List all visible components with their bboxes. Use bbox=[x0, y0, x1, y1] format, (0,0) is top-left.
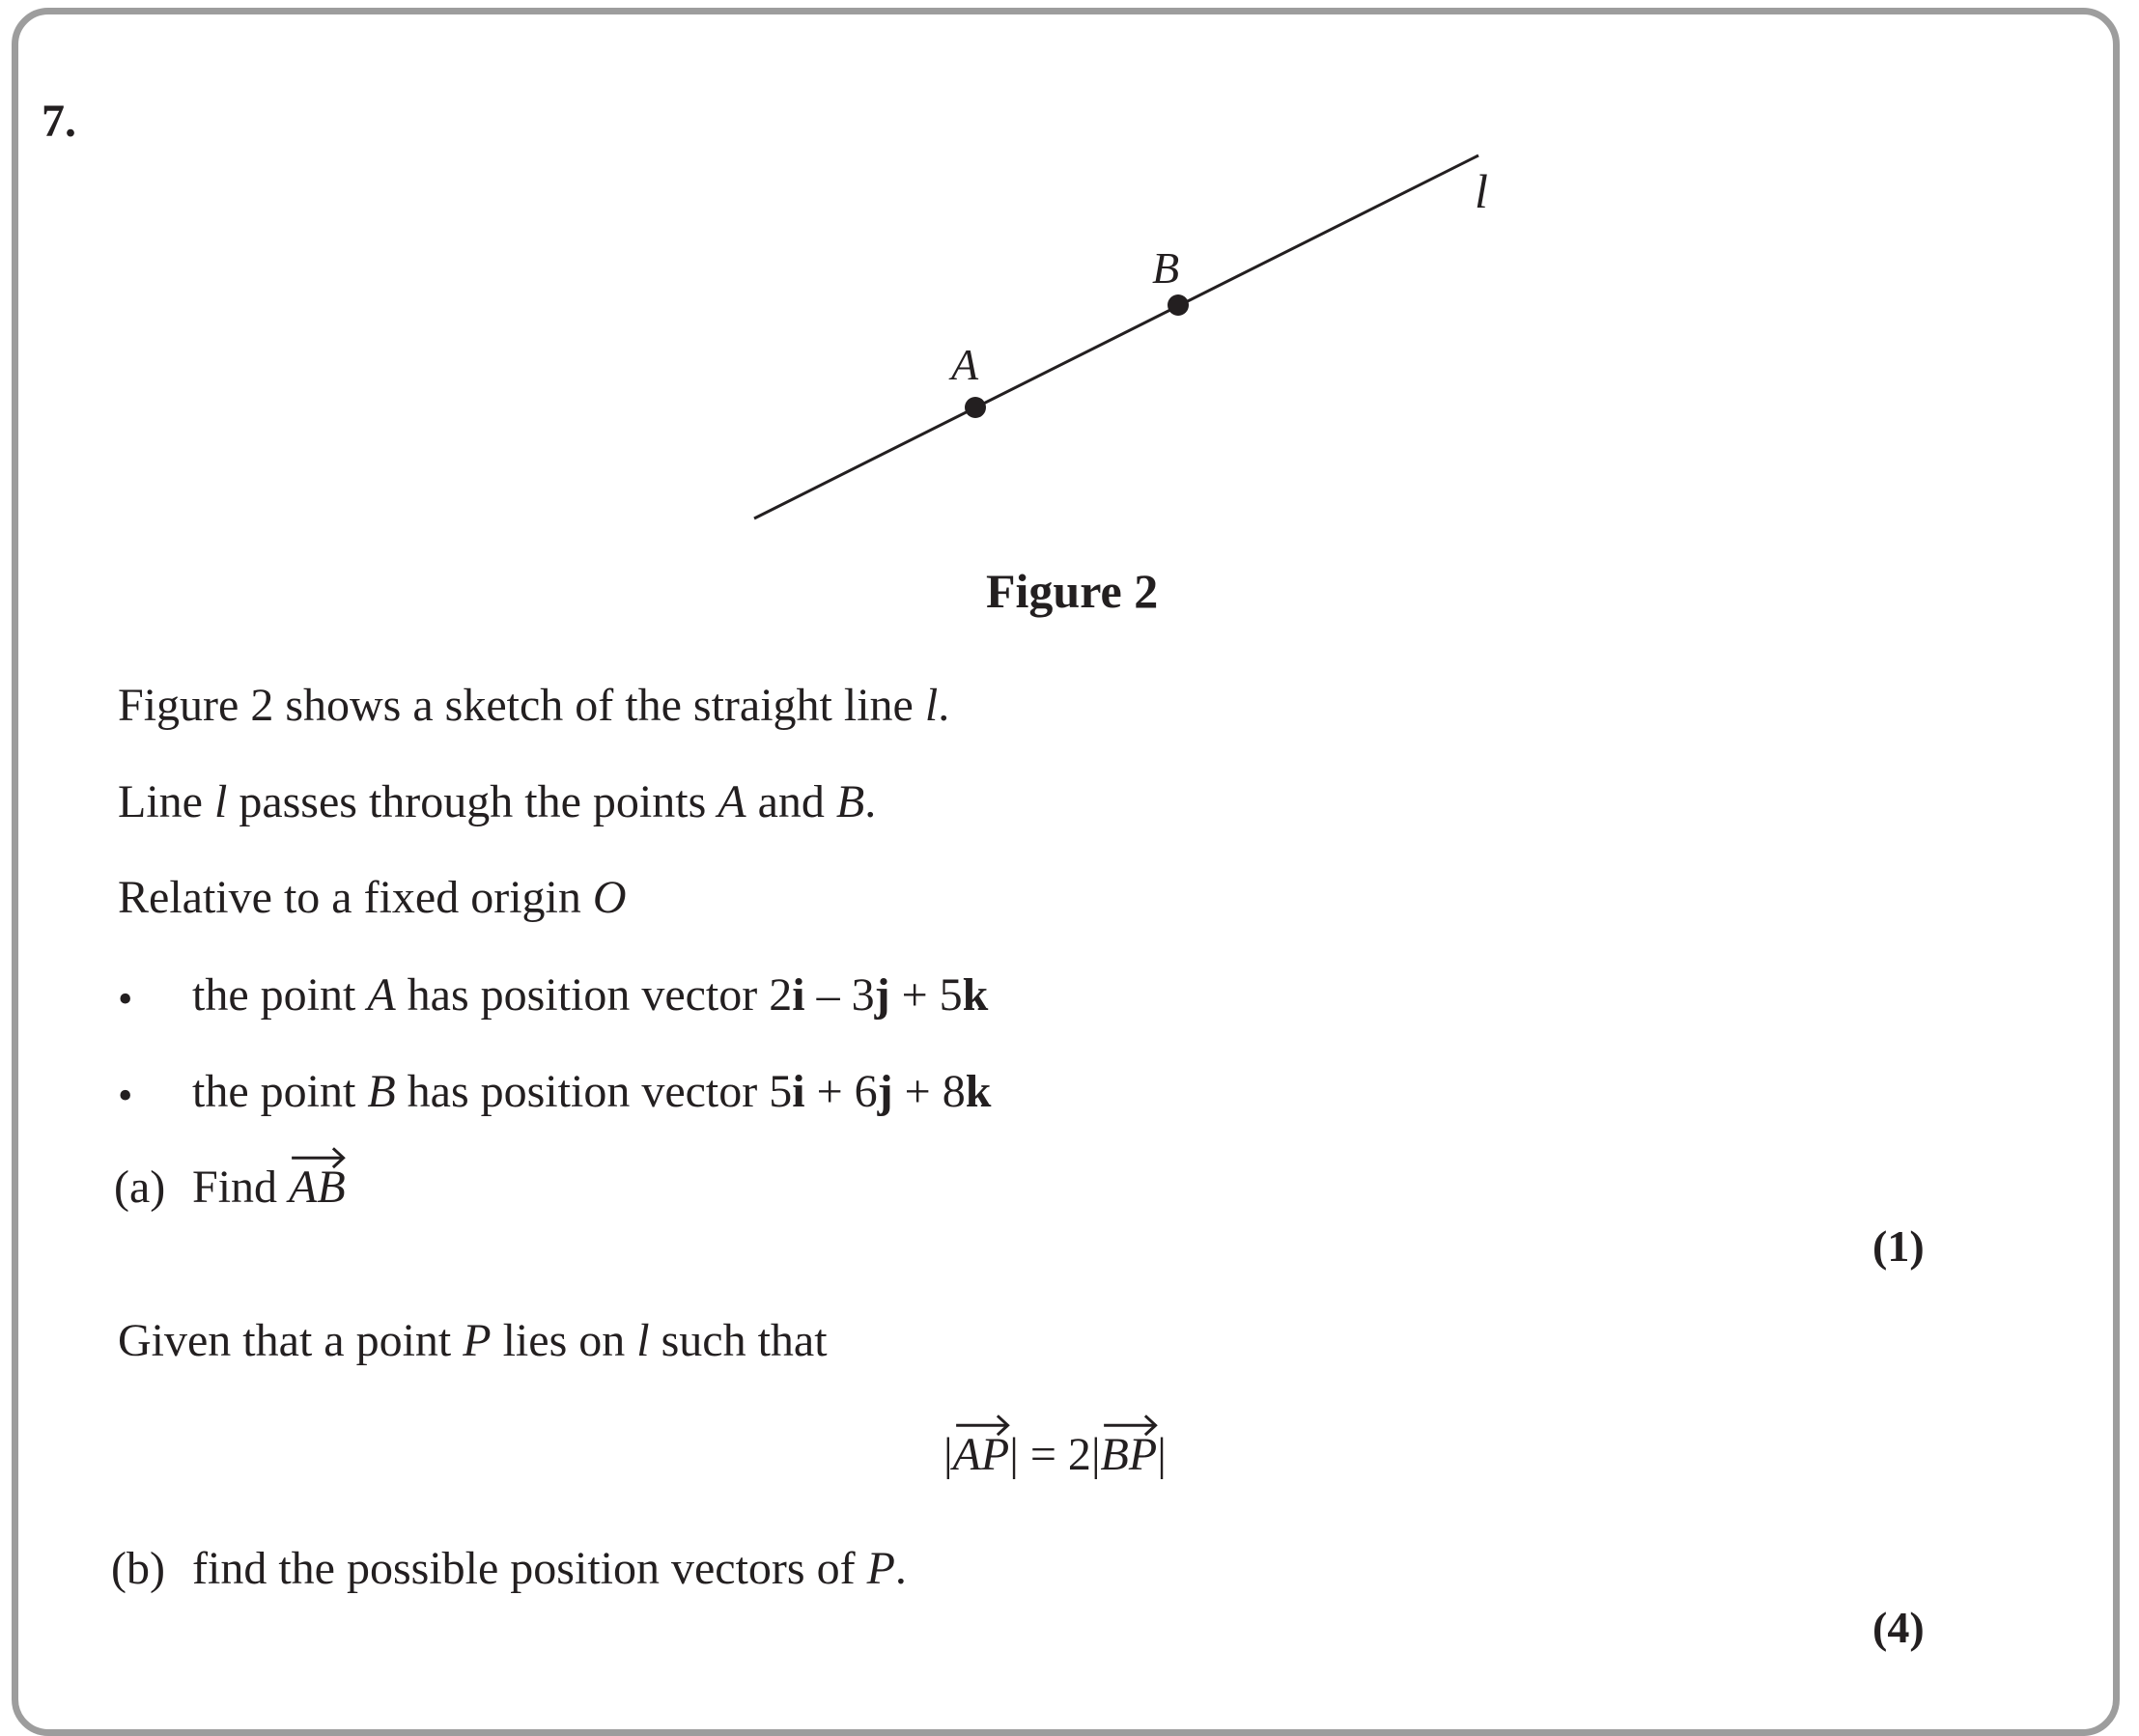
line-l-ref: l bbox=[213, 776, 228, 827]
question-number: 7. bbox=[42, 96, 76, 147]
line-passes-pre: Line bbox=[118, 776, 214, 827]
vector-ap bbox=[952, 1429, 1010, 1480]
vector-arrow-icon bbox=[1103, 1413, 1157, 1434]
bullet-point-b bbox=[192, 1066, 992, 1117]
part-b-text: find the possible position vectors of bbox=[192, 1543, 867, 1594]
given-pre: Given that a point bbox=[118, 1315, 464, 1366]
line-passes-and: and bbox=[746, 776, 836, 827]
abs-bar-open: | bbox=[943, 1429, 953, 1480]
vector-ab bbox=[289, 1164, 346, 1211]
part-b-marks: (4) bbox=[1872, 1603, 1925, 1652]
op-2: + bbox=[889, 969, 940, 1021]
line-l-ref: l bbox=[636, 1315, 650, 1366]
op-1: + bbox=[804, 1066, 855, 1117]
line-l-ref: l bbox=[924, 680, 939, 731]
part-b-period: . bbox=[894, 1543, 907, 1594]
op-2: + bbox=[892, 1066, 943, 1117]
part-a-text: Find bbox=[192, 1162, 290, 1213]
point-a-ref: A bbox=[367, 969, 396, 1021]
vector-ap-text: AP bbox=[952, 1429, 1010, 1480]
bullet-marker-b: • bbox=[118, 1072, 133, 1119]
coef-j: 6 bbox=[854, 1066, 878, 1117]
bullet-a-mid: has position vector bbox=[395, 969, 770, 1021]
part-b-question bbox=[192, 1543, 907, 1594]
line-l-label: l bbox=[1475, 164, 1488, 218]
bullet-b-pre: the point bbox=[192, 1066, 368, 1117]
vector-bp bbox=[1100, 1429, 1158, 1480]
abs-bar-close: | bbox=[1157, 1429, 1167, 1480]
point-b-dot bbox=[1168, 294, 1189, 316]
vector-ab-text: AB bbox=[289, 1162, 346, 1213]
line-passes-mid: passes through the points bbox=[227, 776, 718, 827]
part-a-marks: (1) bbox=[1872, 1221, 1925, 1271]
abs-bar-open: | bbox=[1090, 1429, 1101, 1480]
coef-i: 2 bbox=[769, 969, 793, 1021]
bullet-point-a bbox=[192, 969, 989, 1021]
unit-j: j bbox=[877, 1066, 893, 1117]
intro-text: Figure 2 shows a sketch of the straight line bbox=[118, 680, 925, 731]
unit-j: j bbox=[874, 969, 890, 1021]
intro-sentence bbox=[118, 680, 950, 731]
given-post: such that bbox=[649, 1315, 828, 1366]
given-mid: lies on bbox=[491, 1315, 637, 1366]
point-b-ref: B bbox=[367, 1066, 396, 1117]
unit-k: k bbox=[965, 1066, 992, 1117]
unit-k: k bbox=[962, 969, 989, 1021]
condition-equation bbox=[943, 1429, 1167, 1480]
line-passes-sentence bbox=[118, 776, 877, 827]
part-a-question bbox=[192, 1164, 346, 1211]
given-sentence bbox=[118, 1315, 828, 1366]
vector-bp-text: BP bbox=[1100, 1429, 1158, 1480]
line-l bbox=[754, 155, 1478, 518]
bullet-a-pre: the point bbox=[192, 969, 368, 1021]
part-a-label: (a) bbox=[114, 1162, 166, 1213]
bullet-marker-a: • bbox=[118, 975, 133, 1022]
intro-period: . bbox=[938, 680, 950, 731]
relative-sentence bbox=[118, 872, 627, 923]
vector-arrow-icon bbox=[955, 1413, 1009, 1434]
point-p-ref: P bbox=[866, 1543, 895, 1594]
equals-two: = 2 bbox=[1018, 1429, 1091, 1480]
point-a-dot bbox=[965, 397, 986, 418]
abs-bar-close: | bbox=[1009, 1429, 1019, 1480]
relative-text: Relative to a fixed origin bbox=[118, 872, 593, 923]
op-1: – bbox=[804, 969, 852, 1021]
point-p-ref: P bbox=[463, 1315, 492, 1366]
point-a-label: A bbox=[951, 340, 979, 389]
unit-i: i bbox=[792, 1066, 805, 1117]
line-passes-period: . bbox=[864, 776, 877, 827]
point-b-label: B bbox=[1152, 243, 1180, 293]
point-b-ref: B bbox=[835, 776, 865, 827]
unit-i: i bbox=[792, 969, 805, 1021]
origin-o-ref: O bbox=[592, 872, 627, 923]
part-b-label: (b) bbox=[111, 1543, 165, 1594]
coef-k: 5 bbox=[939, 969, 963, 1021]
coef-j: 3 bbox=[851, 969, 875, 1021]
coef-i: 5 bbox=[769, 1066, 793, 1117]
coef-k: 8 bbox=[942, 1066, 966, 1117]
bullet-b-mid: has position vector bbox=[395, 1066, 770, 1117]
vector-arrow-icon bbox=[291, 1145, 345, 1166]
figure-caption: Figure 2 bbox=[986, 564, 1159, 618]
point-a-ref: A bbox=[718, 776, 746, 827]
